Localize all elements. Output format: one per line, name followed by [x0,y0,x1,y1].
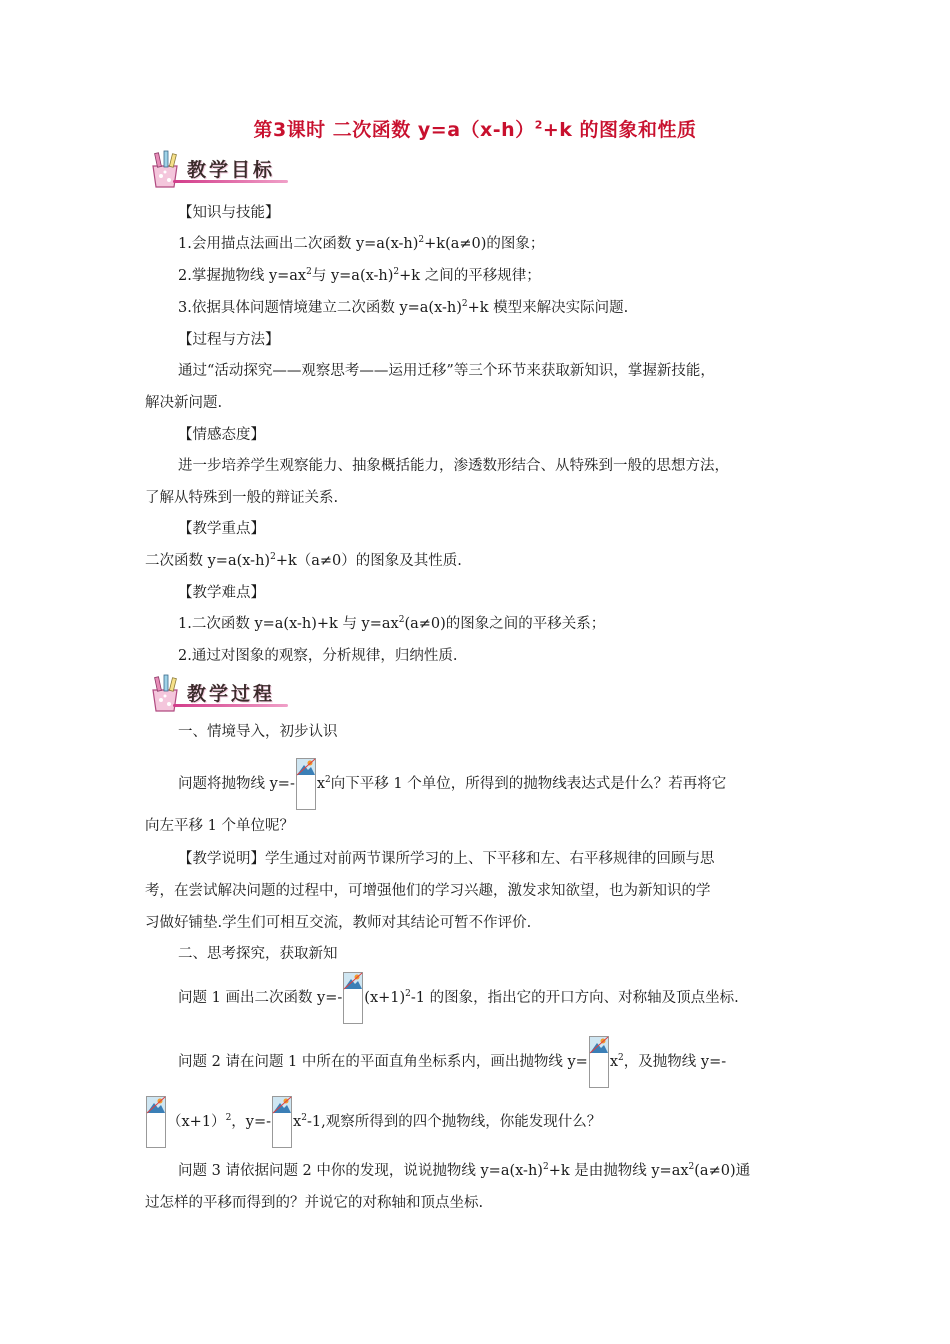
problem-3-line-2: 过怎样的平移而得到的？并说它的对称轴和顶点坐标. [145,1195,484,1211]
process-header: 教学过程 [145,674,290,714]
fraction-image-icon [589,1036,609,1088]
section-1-title: 一、情境导入，初步认识 [178,724,338,740]
knowledge-item-3: 3.依据具体问题情境建立二次函数 $y=a(x-h)^2+k$ 模型来解决实际问题. [178,299,629,316]
fraction-image-icon [296,758,316,810]
teaching-note-line-3: 习做好铺垫.学生们可相互交流，教师对其结论可暂不作评价. [145,915,532,931]
fraction-image-icon [272,1096,292,1148]
teaching-note-line-1: 【教学说明】学生通过对前两节课所学习的上、下平移和左、右平移规律的回顾与思 [178,851,715,867]
problem-1: 问题 1 画出二次函数 y=- $(x+1)^2-1$ 的图象，指出它的开口方向、对称轴及顶点坐标. [178,972,843,1024]
section-2-title: 二、思考探究，获取新知 [178,946,338,962]
knowledge-item-1: 1.会用描点法画出二次函数 $y=a(x-h)^2+k(a\ne 0)$的图象； [178,235,545,252]
difficulties-title: 【教学难点】 [178,585,265,601]
knowledge-title: 【知识与技能】 [178,205,280,221]
fraction-image-icon [146,1096,166,1148]
problem-2: 问题 2 请在问题 1 中所在的平面直角坐标系内，画出抛物线 y= $x^2$，及抛物线 y=- [178,1036,843,1088]
method-line-2: 解决新问题. [145,395,223,411]
pencil-cup-icon [145,150,185,190]
pencil-cup-icon [145,674,185,714]
intro-question-line-2: 向左平移 1 个单位呢？ [145,818,294,834]
attitude-line-2: 了解从特殊到一般的辩证关系. [145,490,339,506]
method-title: 【过程与方法】 [178,332,280,348]
difficulty-item-2: 2.通过对图象的观察，分析规律，归纳性质. [178,648,458,664]
objectives-header: 教学目标 [145,150,290,190]
difficulty-item-1: 1.二次函数 y=a(x-h)+k 与 $y=ax^2(a\ne 0)$的图象之间的平移关系； [178,615,606,632]
attitude-line-1: 进一步培养学生观察能力、抽象概括能力，渗透数形结合、从特殊到一般的思想方法， [178,458,729,474]
key-points-text: 二次函数 $y=a(x-h)^2+k(a\ne 0)$的图象及其性质. [145,552,462,569]
method-line-1: 通过“活动探究——观察思考——运用迁移”等三个环节来获取新知识，掌握新技能， [178,363,715,379]
knowledge-item-2: 2.掌握抛物线 $y=ax^2$与 $y=a(x-h)^2+k$ 之间的平移规律； [178,267,541,284]
page-title: 第3课时 二次函数 $y=a(x-h)^2+k$ 的图象和性质 [253,118,697,141]
fraction-image-icon [343,972,363,1024]
attitude-title: 【情感态度】 [178,427,265,443]
problem-3: 问题 3 请依据问题 2 中你的发现，说说抛物线 $y=a(x-h)^2+k$ 是由抛物线 $y=ax^2(a\ne 0)$通 [178,1162,751,1179]
teaching-note-line-2: 考，在尝试解决问题的过程中，可增强他们的学习兴趣，激发求知欲望，也为新知识的学 [145,883,711,899]
problem-2-line-2: $(x+1)^2$，y=- $x^2-1$,观察所得到的四个抛物线，你能发现什么？ [145,1096,810,1148]
key-points-title: 【教学重点】 [178,521,265,537]
intro-question: 问题将抛物线 y=- $x^2$向下平移 1 个单位，所得到的抛物线表达式是什么？若再将它 [178,758,843,810]
